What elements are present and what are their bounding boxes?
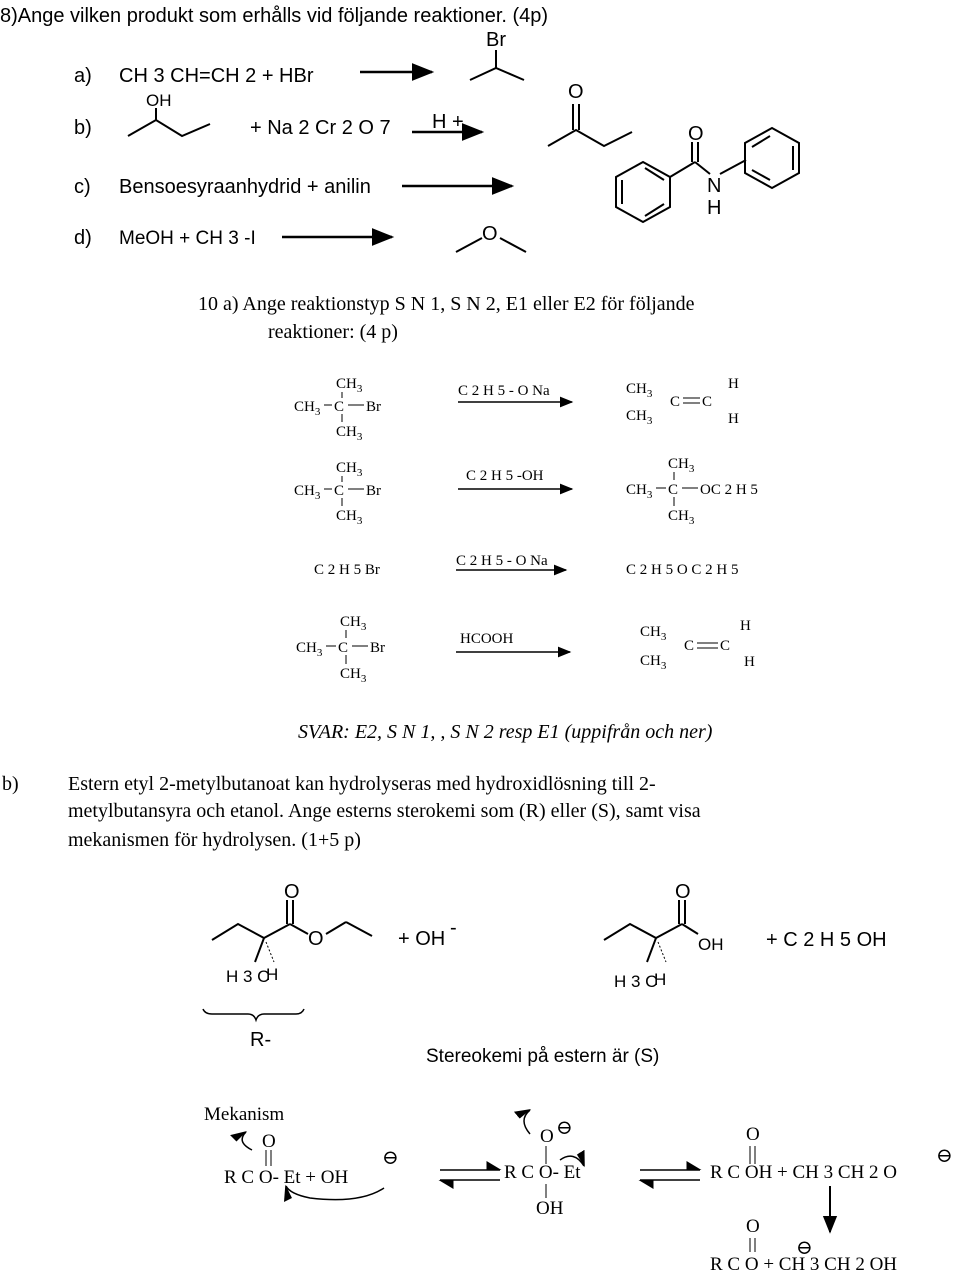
q8b-catalyst: H + <box>432 111 464 133</box>
svg-text:OH: OH <box>698 935 724 954</box>
svg-text:⊖: ⊖ <box>556 1117 573 1139</box>
q8b-oh: OH <box>146 91 172 110</box>
mech-step2 <box>504 1110 584 1219</box>
r3-substrate: C 2 H 5 Br <box>314 562 380 578</box>
svg-text:C: C <box>702 394 713 410</box>
q10a-answer: SVAR: E2, S N 1, , S N 2 resp E1 (uppifrån och ner) <box>298 721 713 743</box>
svg-text:C: C <box>334 399 345 415</box>
svg-text:⊖: ⊖ <box>936 1145 953 1167</box>
svg-text:⊖: ⊖ <box>382 1147 399 1169</box>
svg-text:C: C <box>334 483 345 499</box>
svg-text:Br: Br <box>366 483 381 499</box>
svg-text:CH3: $CH_3$ <box>668 456 695 475</box>
q8b-product-o: O <box>568 81 584 103</box>
svg-text:CH3: $CH_3$ <box>336 508 363 527</box>
svg-text:CH3: $CH_3$ <box>294 483 321 502</box>
r-group-brace <box>203 1009 304 1020</box>
q8c-label: c) <box>74 176 91 198</box>
svg-text:O: O <box>262 1131 276 1152</box>
q8b-reagent: + Na 2 Cr 2 O 7 <box>250 117 391 139</box>
svg-text:H: H <box>728 411 739 427</box>
svg-text:CH3: $CH_3$ <box>336 376 363 395</box>
q10a-intro-line2: reaktioner: (4 p) <box>268 321 398 343</box>
r3-reagent: C 2 H 5 - O Na <box>456 553 548 569</box>
r2-reagent: C 2 H 5 -OH <box>466 468 544 484</box>
svg-text:CH3: $CH_3$ <box>626 482 653 501</box>
svg-text:H: H <box>654 970 667 989</box>
svg-text:CH3: $CH_3$ <box>340 614 367 633</box>
svg-text:CH3: $CH_3$ <box>626 381 653 400</box>
q8d-product-o: O <box>482 223 498 245</box>
r2-product-oc: OC 2 H 5 <box>700 482 758 498</box>
acid-structure <box>604 881 724 991</box>
q10b-label: b) <box>2 773 19 795</box>
q8c-reactants: Bensoesyraanhydrid + anilin <box>119 176 371 198</box>
svg-text:C: C <box>720 638 731 654</box>
svg-text:H: H <box>266 965 279 984</box>
svg-text:CH3: $CH_3$ <box>336 460 363 479</box>
svg-text:CH3: $CH_3$ <box>640 653 667 672</box>
svg-text:C: C <box>668 482 679 498</box>
svg-text:C: C <box>670 394 681 410</box>
q8c-benzanilide-structure <box>616 123 799 222</box>
r1-product-structure <box>626 376 739 427</box>
mech-step3-text: R C OH + CH 3 CH 2 O <box>710 1162 898 1183</box>
q8b-butanol-structure <box>128 91 210 136</box>
q8d-product-structure <box>456 223 526 252</box>
svg-text:C: C <box>684 638 695 654</box>
r3-product: C 2 H 5 O C 2 H 5 <box>626 562 739 578</box>
q10b-text-line1: Estern etyl 2-metylbutanoat kan hydrolyseras med hydroxidlösning till 2- <box>68 773 656 795</box>
svg-text:CH3: $CH_3$ <box>640 624 667 643</box>
svg-text:O: O <box>746 1124 760 1145</box>
mech-step2-text: R C O- Et <box>504 1162 581 1183</box>
q10a-intro-line1: 10 a) Ange reaktionstyp S N 1, S N 2, E1 eller E2 för följande <box>198 293 695 315</box>
r2-product-structure <box>626 456 758 527</box>
q8c-product-h: H <box>707 197 722 219</box>
mech-step2-oh: OH <box>536 1198 564 1219</box>
svg-text:CH3: $CH_3$ <box>626 408 653 427</box>
svg-text:O: O <box>746 1216 760 1237</box>
r1-reagent: C 2 H 5 - O Na <box>458 383 550 399</box>
svg-text:H: H <box>740 618 751 634</box>
svg-text:CH3: $CH_3$ <box>340 666 367 685</box>
q8d-label: d) <box>74 227 92 249</box>
r-group-label: R- <box>250 1029 272 1051</box>
svg-text:Br: Br <box>370 640 385 656</box>
svg-text:-: - <box>450 917 457 939</box>
q8a-product-br: Br <box>486 29 506 51</box>
q8a-reactants: CH 3 CH=CH 2 + HBr <box>119 65 314 87</box>
svg-text:CH3: $CH_3$ <box>668 508 695 527</box>
svg-text:H: H <box>744 654 755 670</box>
q8d-reactants: MeOH + CH 3 -I <box>119 228 256 249</box>
plus-ethanol: + C 2 H 5 OH <box>766 929 887 951</box>
q10b-text-line2: metylbutansyra och etanol. Ange esterns sterokemi som (R) eller (S), samt visa <box>68 800 701 822</box>
q10b-text-line3: mekanismen för hydrolysen. (1+5 p) <box>68 829 361 851</box>
svg-text:C: C <box>338 640 349 656</box>
r2-substrate-structure <box>294 460 381 527</box>
svg-text:O: O <box>675 881 691 903</box>
ester-h3c: H 3 C <box>226 967 270 986</box>
svg-text:CH3: $CH_3$ <box>296 640 323 659</box>
q8b-product-structure <box>548 81 632 146</box>
mech-step4 <box>710 1216 897 1275</box>
svg-text:O: O <box>540 1126 554 1147</box>
ester-structure <box>212 881 372 986</box>
q8c-product-n: N <box>707 175 722 197</box>
r4-reagent: HCOOH <box>460 631 514 647</box>
svg-text:O: O <box>308 928 324 950</box>
mech-step1 <box>224 1131 399 1200</box>
svg-text:CH3: $CH_3$ <box>294 399 321 418</box>
svg-text:⊖: ⊖ <box>796 1237 813 1259</box>
mech-step1-text: R C O- Et + OH <box>224 1167 349 1188</box>
svg-text:CH3: $CH_3$ <box>336 424 363 443</box>
r1-substrate-structure <box>294 376 381 443</box>
mech-step3 <box>710 1124 953 1183</box>
r4-product-structure <box>640 618 755 672</box>
mech-step4-text: R C O + CH 3 CH 2 OH <box>710 1254 898 1275</box>
svg-text:O: O <box>284 881 300 903</box>
q8b-label: b) <box>74 117 92 139</box>
mechanism-label: Mekanism <box>204 1104 285 1125</box>
q8a-product-structure <box>470 29 524 80</box>
q8-header: 8)Ange vilken produkt som erhålls vid följande reaktioner. (4p) <box>0 5 549 27</box>
plus-hydroxide: + OH <box>398 928 446 950</box>
r4-substrate-structure <box>296 614 385 685</box>
acid-h3c: H 3 C <box>614 972 658 991</box>
q8c-product-o: O <box>688 123 704 145</box>
q8a-label: a) <box>74 65 92 87</box>
svg-text:H: H <box>728 376 739 392</box>
svg-text:Br: Br <box>366 399 381 415</box>
stereochemistry-answer: Stereokemi på estern är (S) <box>426 1046 660 1067</box>
